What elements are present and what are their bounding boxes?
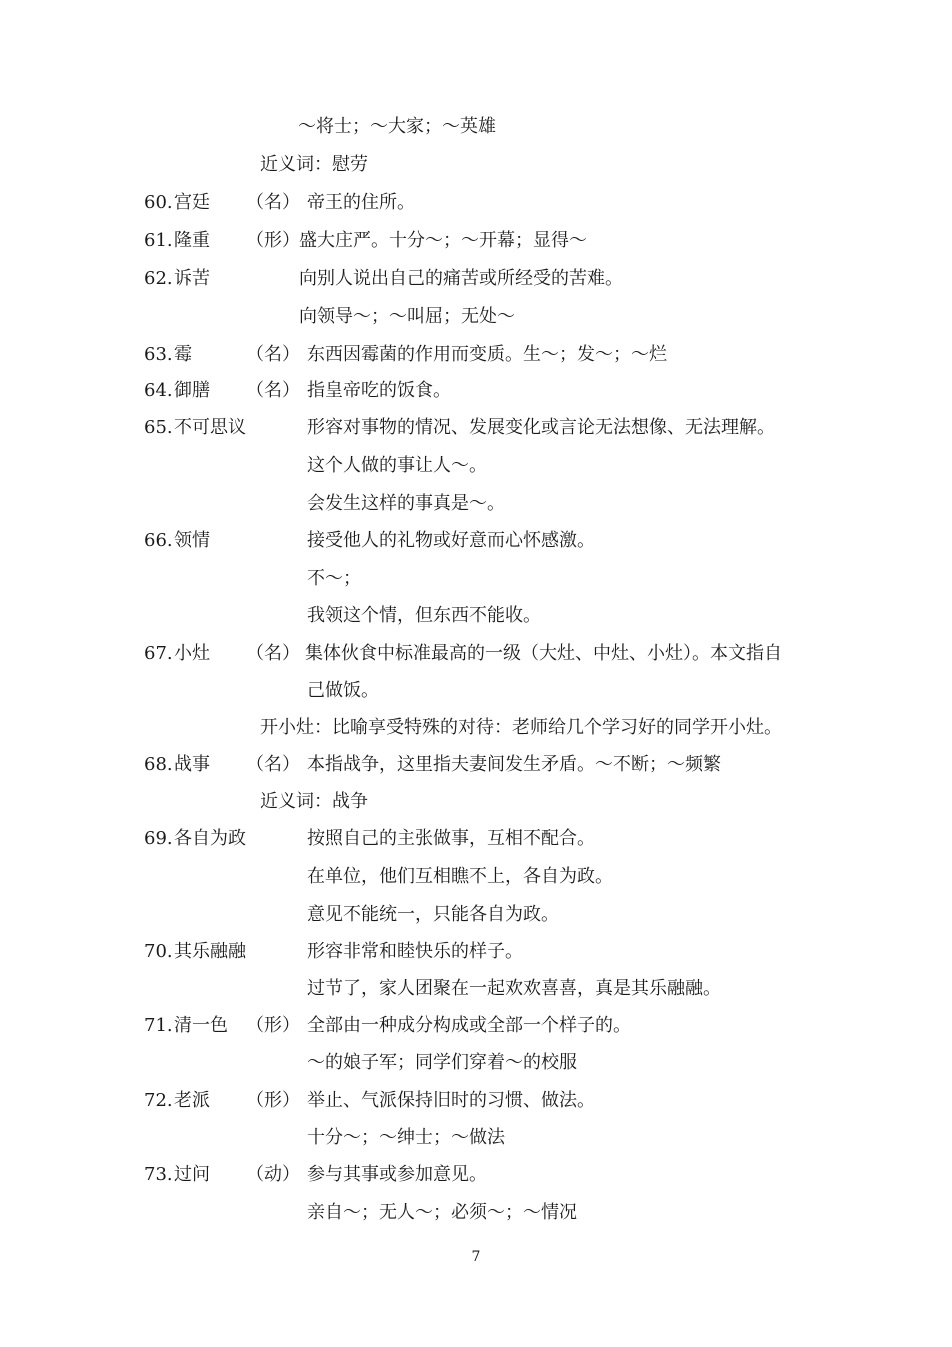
- entry-number: 61.: [144, 230, 173, 251]
- entry-word: 隆重: [174, 230, 210, 251]
- example-line: 在单位，他们互相瞧不上，各自为政。: [307, 866, 613, 887]
- example-line: 不～；: [307, 568, 361, 589]
- usage-line: 亲自～；无人～；必须～；～情况: [307, 1202, 577, 1223]
- entry-definition: 东西因霉菌的作用而变质。生～；发～；～烂: [307, 344, 667, 365]
- entry-definition: 举止、气派保持旧时的习惯、做法。: [307, 1090, 595, 1111]
- entry-number: 69.: [144, 828, 173, 849]
- entry-definition: 本指战争，这里指夫妻间发生矛盾。～不断；～频繁: [307, 754, 721, 775]
- entry-number: 70.: [144, 941, 173, 962]
- entry-definition: 接受他人的礼物或好意而心怀感激。: [307, 530, 595, 551]
- entry-definition: 集体伙食中标准最高的一级（大灶、中灶、小灶）。本文指自: [305, 643, 782, 664]
- entry-pos: （名）: [246, 344, 300, 365]
- synonym-line: 近义词：战争: [260, 791, 368, 812]
- definition-continuation: 己做饭。: [307, 680, 379, 701]
- entry-number: 62.: [144, 268, 173, 289]
- entry-definition: 形容对事物的情况、发展变化或言论无法想像、无法理解。: [307, 417, 775, 438]
- entry-pos: （名）: [246, 754, 300, 775]
- entry-definition: 盛大庄严。十分～；～开幕；显得～: [299, 230, 587, 251]
- entry-number: 68.: [144, 754, 173, 775]
- entry-number: 67.: [144, 643, 173, 664]
- entry-word: 宫廷: [174, 192, 210, 213]
- entry-definition: 帝王的住所。: [307, 192, 415, 213]
- entry-number: 65.: [144, 417, 173, 438]
- entry-word: 小灶: [174, 643, 210, 664]
- example-line: 这个人做的事让人～。: [307, 455, 487, 476]
- example-line: 会发生这样的事真是～。: [307, 493, 505, 514]
- entry-word: 老派: [174, 1090, 210, 1111]
- entry-word: 领情: [174, 530, 210, 551]
- entry-word: 其乐融融: [174, 941, 246, 962]
- entry-number: 64.: [144, 380, 173, 401]
- usage-line: 十分～；～绅士；～做法: [307, 1127, 505, 1148]
- entry-pos: （动）: [246, 1164, 300, 1185]
- entry-definition: 按照自己的主张做事，互相不配合。: [307, 828, 595, 849]
- entry-pos: （名）: [246, 380, 300, 401]
- entry-pos: （形）: [246, 1015, 300, 1036]
- entry-number: 66.: [144, 530, 173, 551]
- entry-word: 各自为政: [174, 828, 246, 849]
- entry-definition: 指皇帝吃的饭食。: [307, 380, 451, 401]
- entry-definition: 形容非常和睦快乐的样子。: [307, 941, 523, 962]
- entry-number: 60.: [144, 192, 173, 213]
- entry-number: 73.: [144, 1164, 173, 1185]
- entry-definition: 全部由一种成分构成或全部一个样子的。: [307, 1015, 631, 1036]
- entry-definition: 参与其事或参加意见。: [307, 1164, 487, 1185]
- example-line: 意见不能统一，只能各自为政。: [307, 904, 559, 925]
- entry-number: 71.: [144, 1015, 173, 1036]
- entry-pos: （形）: [246, 230, 300, 251]
- entry-number: 72.: [144, 1090, 173, 1111]
- entry-pos: （名）: [246, 192, 300, 213]
- entry-word: 战事: [174, 754, 210, 775]
- entry-definition: 向别人说出自己的痛苦或所经受的苦难。: [299, 268, 623, 289]
- example-line: 我领这个情，但东西不能收。: [307, 605, 541, 626]
- entry-word: 清一色: [174, 1015, 228, 1036]
- usage-line: ～将士；～大家；～英雄: [298, 116, 496, 137]
- example-line: 过节了，家人团聚在一起欢欢喜喜，真是其乐融融。: [307, 978, 721, 999]
- synonym-line: 近义词：慰劳: [260, 154, 368, 175]
- related-term-line: 开小灶：比喻享受特殊的对待：老师给几个学习好的同学开小灶。: [260, 717, 782, 738]
- entry-number: 63.: [144, 344, 173, 365]
- entry-word: 不可思议: [174, 417, 246, 438]
- entry-word: 御膳: [174, 380, 210, 401]
- usage-line: 向领导～；～叫屈；无处～: [299, 306, 515, 327]
- entry-word: 诉苦: [174, 268, 210, 289]
- entry-word: 霉: [174, 344, 192, 365]
- entry-pos: （名）: [246, 643, 300, 664]
- page-number: 7: [471, 1249, 481, 1265]
- usage-line: ～的娘子军；同学们穿着～的校服: [307, 1052, 577, 1073]
- entry-pos: （形）: [246, 1090, 300, 1111]
- entry-word: 过问: [174, 1164, 210, 1185]
